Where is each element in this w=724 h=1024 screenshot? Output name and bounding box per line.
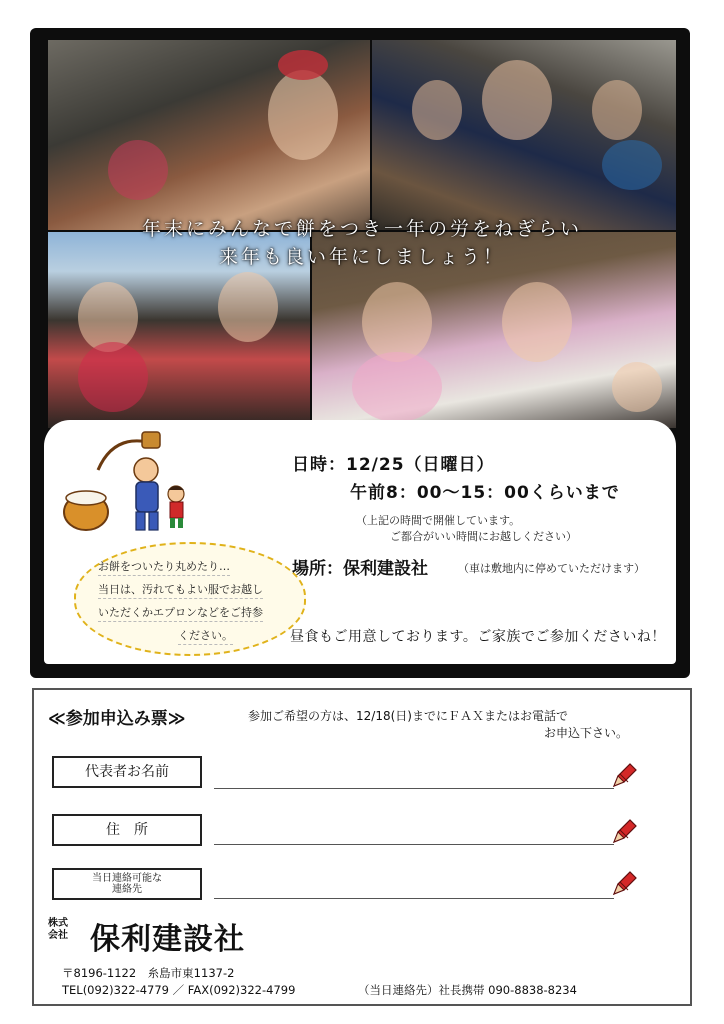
form-title: ≪参加申込み票≫	[48, 709, 186, 729]
photo-top-right	[372, 40, 676, 230]
parking-note: （車は敷地内に停めていただけます）	[458, 562, 645, 575]
event-info-panel	[44, 420, 676, 664]
bubble-line: いただくかエプロンなどをご持参	[98, 604, 263, 622]
event-date: 日時：12/25（日曜日）	[292, 455, 495, 475]
company-name: 保利建設社	[90, 922, 245, 957]
bubble-line: お餅をついたり丸めたり…	[98, 558, 230, 576]
address-entry-line[interactable]	[214, 844, 614, 845]
photo-top-left	[48, 40, 370, 230]
time-note-1: （上記の時間で開催しています。	[356, 514, 521, 527]
name-entry-line[interactable]	[214, 788, 614, 789]
bubble-line: ください。	[178, 627, 233, 645]
company-kind: 株式 会社	[48, 918, 68, 941]
day-of-contact: （当日連絡先）社長携帯 090-8838-8234	[358, 983, 577, 997]
pencil-icon	[610, 762, 638, 790]
event-time: 午前8：00～15：00くらいまで	[350, 483, 620, 503]
event-place: 場所：保利建設社	[292, 559, 428, 579]
pencil-icon	[610, 818, 638, 846]
application-form	[32, 688, 692, 1006]
form-instructions-1: 参加ご希望の方は、12/18(日)までにＦＡＸまたはお電話で	[248, 709, 568, 723]
form-instructions-2: お申込下さい。	[544, 726, 629, 740]
speech-bubble	[74, 542, 306, 656]
lunch-note: 昼食もご用意しております。ご家族でご参加くださいね！	[290, 629, 666, 645]
time-note-2: ご都合がいい時間にお越しください）	[390, 530, 577, 543]
flyer-frame	[30, 28, 690, 678]
contact-entry-line[interactable]	[214, 898, 614, 899]
field-label-contact: 当日連絡可能な 連絡先	[52, 868, 202, 900]
photo-collage	[48, 40, 676, 428]
mochi-pounding-icon	[58, 430, 208, 540]
field-label-address: 住 所	[52, 814, 202, 846]
company-address: 〒8196-1122 糸島市東1137-2	[62, 966, 235, 980]
banner-line-2: 来年も良い年にしましょう！	[218, 246, 505, 268]
company-tel-fax: TEL(092)322-4779 ／ FAX(092)322-4799	[62, 983, 296, 997]
pencil-icon	[610, 870, 638, 898]
bubble-line: 当日は、汚れてもよい服でお越し	[98, 581, 263, 599]
banner-line-1: 年末にみんなで餅をつき一年の労をねぎらい	[141, 218, 582, 240]
field-label-name: 代表者お名前	[52, 756, 202, 788]
